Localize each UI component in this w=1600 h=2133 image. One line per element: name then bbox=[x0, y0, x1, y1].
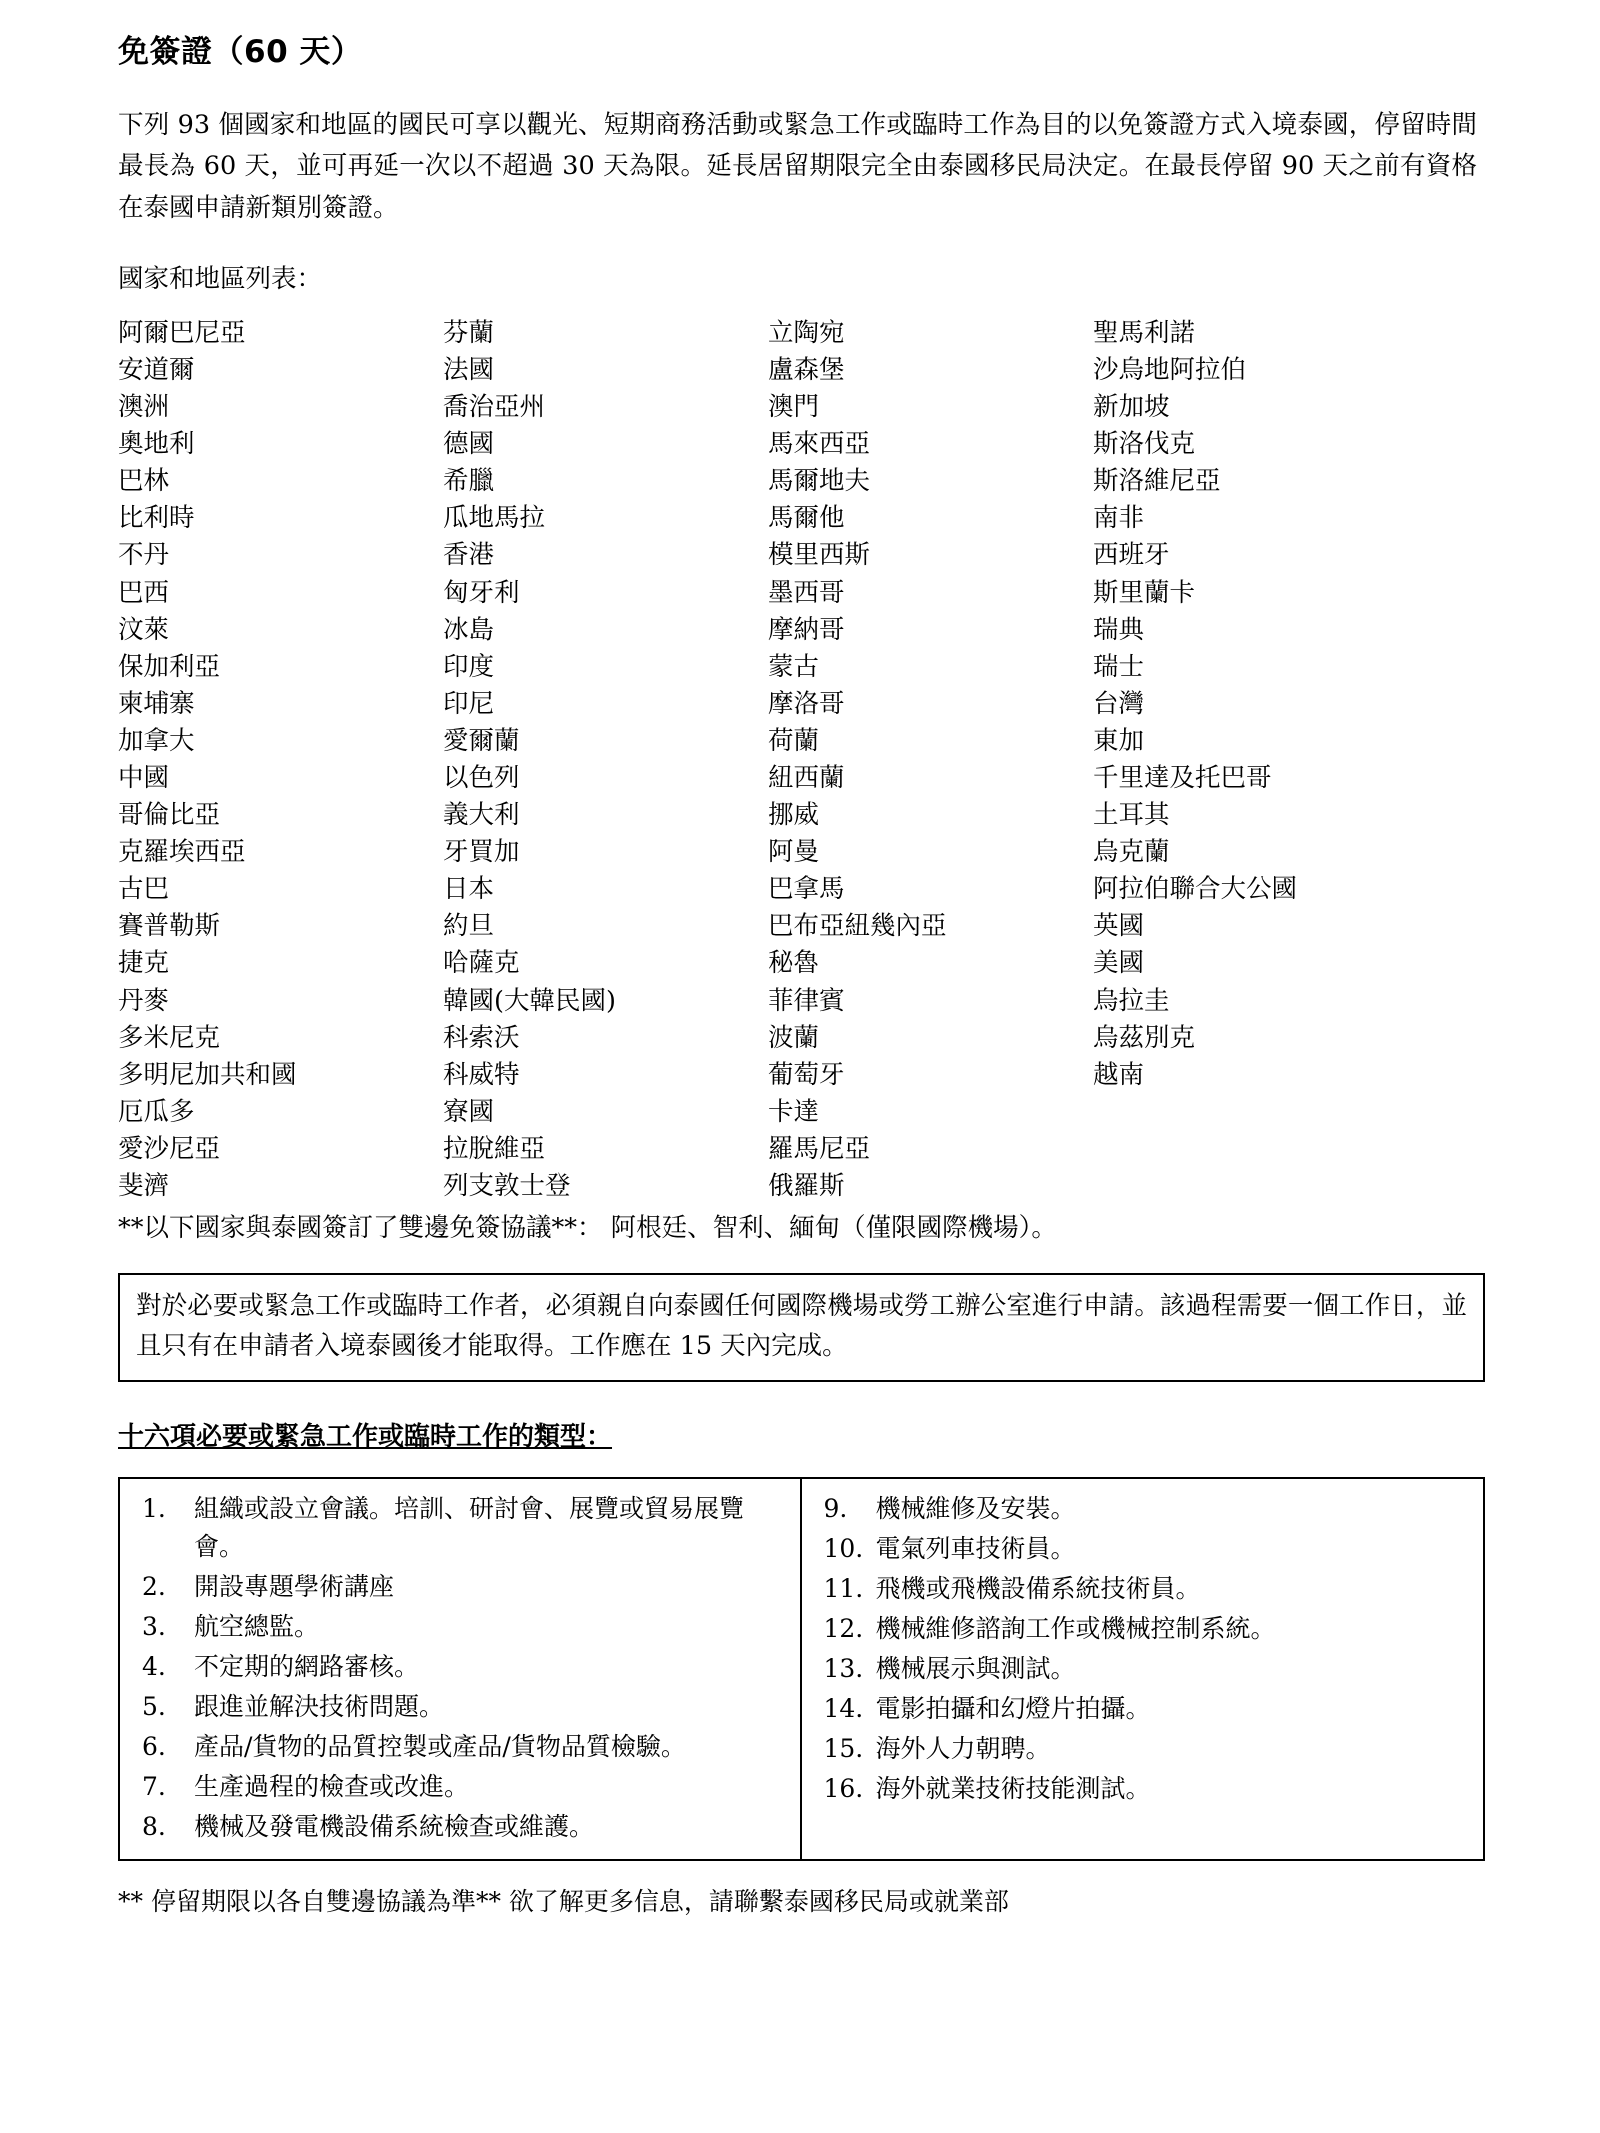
table-row bbox=[802, 1689, 1484, 1729]
list-item: 希臘 bbox=[443, 466, 495, 497]
list-item: 哈薩克 bbox=[443, 948, 520, 979]
country-list bbox=[118, 315, 1495, 1205]
list-item: 奧地利 bbox=[118, 429, 195, 460]
list-item: 安道爾 bbox=[118, 354, 195, 385]
list-item: 賽普勒斯 bbox=[118, 911, 221, 942]
list-item: 斐濟 bbox=[118, 1171, 170, 1202]
list-item: 阿拉伯聯合大公國 bbox=[1093, 874, 1298, 905]
list-item: 列支敦士登 bbox=[443, 1171, 571, 1202]
footnote: ** 停留期限以各自雙邊協議為準** 欲了解更多信息，請聯繫泰國移民局或就業部 bbox=[118, 1887, 1009, 1917]
list-item: 匈牙利 bbox=[443, 577, 520, 608]
page-title: 免簽證（60 天） bbox=[118, 34, 363, 70]
job-number: 3. bbox=[142, 1612, 166, 1642]
list-item: 挪威 bbox=[768, 800, 820, 831]
list-item: 汶萊 bbox=[118, 614, 170, 645]
job-text: 生產過程的檢查或改進。 bbox=[194, 1772, 470, 1802]
job-number: 2. bbox=[142, 1572, 166, 1602]
list-item: 芬蘭 bbox=[443, 317, 495, 348]
list-item: 義大利 bbox=[443, 800, 520, 831]
jobs-section-heading: 十六項必要或緊急工作或臨時工作的類型： bbox=[118, 1422, 613, 1453]
table-row bbox=[120, 1807, 800, 1847]
list-item: 馬爾他 bbox=[768, 503, 845, 534]
list-item: 加拿大 bbox=[118, 725, 195, 756]
table-row bbox=[120, 1567, 800, 1607]
list-item: 喬治亞州 bbox=[443, 392, 546, 423]
list-item: 千里達及托巴哥 bbox=[1093, 763, 1272, 794]
list-item: 巴拿馬 bbox=[768, 874, 845, 905]
list-item: 法國 bbox=[443, 354, 495, 385]
job-number: 8. bbox=[142, 1812, 166, 1842]
job-text: 電影拍攝和幻燈片拍攝。 bbox=[875, 1694, 1151, 1724]
list-item: 哥倫比亞 bbox=[118, 800, 221, 831]
job-number: 4. bbox=[142, 1652, 166, 1682]
job-text: 不定期的網路審核。 bbox=[194, 1652, 420, 1682]
intro-paragraph: 下列 93 個國家和地區的國民可享以觀光、短期商務活動或緊急工作或臨時工作為目的以免簽證方式入境泰國，停留時間最長為 60 天，並可再延一次以不超過 30 天為限。延長居留期限完全由泰國移民局決定。在最長停留 90 天之前有資格在泰國申請新類別簽證。 bbox=[118, 110, 1477, 223]
table-row bbox=[802, 1769, 1484, 1809]
list-item: 秘魯 bbox=[768, 948, 820, 979]
list-item: 南非 bbox=[1093, 503, 1145, 534]
list-item: 冰島 bbox=[443, 614, 495, 645]
list-item: 拉脫維亞 bbox=[443, 1133, 546, 1164]
job-text: 航空總監。 bbox=[194, 1612, 320, 1642]
list-item: 巴林 bbox=[118, 466, 170, 497]
list-item: 科索沃 bbox=[443, 1022, 520, 1053]
list-item: 烏克蘭 bbox=[1093, 837, 1170, 868]
list-item: 不丹 bbox=[118, 540, 170, 571]
list-item: 柬埔寨 bbox=[118, 688, 195, 719]
list-item: 東加 bbox=[1093, 725, 1145, 756]
list-item: 中國 bbox=[118, 763, 170, 794]
job-text: 組織或設立會議。培訓、研討會、展覽或貿易展覽會。 bbox=[194, 1494, 745, 1562]
job-number: 5. bbox=[142, 1692, 166, 1722]
urgent-work-notice-text: 對於必要或緊急工作或臨時工作者，必須親自向泰國任何國際機場或勞工辦公室進行申請。該過程需要一個工作日，並且只有在申請者入境泰國後才能取得。工作應在 15 天內完成。 bbox=[136, 1291, 1467, 1361]
list-item: 以色列 bbox=[443, 763, 520, 794]
list-item: 古巴 bbox=[118, 874, 170, 905]
list-item: 科威特 bbox=[443, 1059, 520, 1090]
list-item: 立陶宛 bbox=[768, 317, 845, 348]
job-text: 機械展示與測試。 bbox=[875, 1654, 1076, 1684]
table-row bbox=[120, 1489, 800, 1567]
list-item: 越南 bbox=[1093, 1059, 1145, 1090]
list-item: 摩納哥 bbox=[768, 614, 845, 645]
list-item: 西班牙 bbox=[1093, 540, 1170, 571]
list-item: 多米尼克 bbox=[118, 1022, 221, 1053]
job-number: 6. bbox=[142, 1732, 166, 1762]
list-item: 英國 bbox=[1093, 911, 1145, 942]
country-column-4 bbox=[1093, 315, 1495, 1205]
table-row bbox=[802, 1529, 1484, 1569]
list-item: 寮國 bbox=[443, 1096, 495, 1127]
list-item: 波蘭 bbox=[768, 1022, 820, 1053]
list-item: 巴西 bbox=[118, 577, 170, 608]
list-item: 克羅埃西亞 bbox=[118, 837, 246, 868]
list-item: 菲律賓 bbox=[768, 985, 845, 1016]
job-text: 海外就業技術技能測試。 bbox=[875, 1774, 1151, 1804]
jobs-column-left bbox=[120, 1479, 802, 1859]
list-item: 愛爾蘭 bbox=[443, 725, 520, 756]
table-row bbox=[802, 1609, 1484, 1649]
list-item: 德國 bbox=[443, 429, 495, 460]
list-item: 保加利亞 bbox=[118, 651, 221, 682]
list-item: 葡萄牙 bbox=[768, 1059, 845, 1090]
table-row bbox=[120, 1767, 800, 1807]
job-number: 7. bbox=[142, 1772, 166, 1802]
table-row bbox=[120, 1607, 800, 1647]
list-item: 馬爾地夫 bbox=[768, 466, 871, 497]
list-item: 捷克 bbox=[118, 948, 170, 979]
list-item: 新加坡 bbox=[1093, 392, 1170, 423]
country-column-1 bbox=[118, 315, 443, 1205]
job-text: 機械維修及安裝。 bbox=[875, 1494, 1076, 1524]
list-item: 阿爾巴尼亞 bbox=[118, 317, 246, 348]
urgent-work-notice-box bbox=[118, 1273, 1485, 1382]
list-item: 盧森堡 bbox=[768, 354, 845, 385]
list-item: 卡達 bbox=[768, 1096, 820, 1127]
list-item: 馬來西亞 bbox=[768, 429, 871, 460]
list-item: 牙買加 bbox=[443, 837, 520, 868]
country-column-2 bbox=[443, 315, 768, 1205]
job-number: 11. bbox=[823, 1574, 864, 1604]
job-number: 13. bbox=[823, 1654, 864, 1684]
list-item: 澳洲 bbox=[118, 392, 170, 423]
country-column-3 bbox=[768, 315, 1093, 1205]
job-text: 電氣列車技術員。 bbox=[875, 1534, 1076, 1564]
list-item: 羅馬尼亞 bbox=[768, 1133, 871, 1164]
list-item: 蒙古 bbox=[768, 651, 820, 682]
list-item: 斯洛維尼亞 bbox=[1093, 466, 1221, 497]
list-item: 比利時 bbox=[118, 503, 195, 534]
bilateral-agreement-note: **以下國家與泰國簽訂了雙邊免簽協議**： 阿根廷、智利、緬甸（僅限國際機場）。 bbox=[118, 1213, 1057, 1244]
list-item: 烏拉圭 bbox=[1093, 985, 1170, 1016]
list-item: 斯里蘭卡 bbox=[1093, 577, 1196, 608]
list-item: 俄羅斯 bbox=[768, 1171, 845, 1202]
list-item: 模里西斯 bbox=[768, 540, 871, 571]
list-item: 約旦 bbox=[443, 911, 495, 942]
list-item: 台灣 bbox=[1093, 688, 1145, 719]
list-item: 烏茲別克 bbox=[1093, 1022, 1196, 1053]
list-item: 印度 bbox=[443, 651, 495, 682]
table-row bbox=[802, 1569, 1484, 1609]
list-item: 愛沙尼亞 bbox=[118, 1133, 221, 1164]
table-row bbox=[802, 1729, 1484, 1769]
list-item: 厄瓜多 bbox=[118, 1096, 195, 1127]
job-number: 15. bbox=[823, 1734, 864, 1764]
list-item: 聖馬利諾 bbox=[1093, 317, 1196, 348]
table-row bbox=[120, 1687, 800, 1727]
list-item: 土耳其 bbox=[1093, 800, 1170, 831]
job-number: 10. bbox=[823, 1534, 864, 1564]
list-item: 香港 bbox=[443, 540, 495, 571]
job-text: 機械及發電機設備系統檢查或維護。 bbox=[194, 1812, 595, 1842]
job-number: 16. bbox=[823, 1774, 864, 1804]
list-item: 瓜地馬拉 bbox=[443, 503, 546, 534]
list-item: 多明尼加共和國 bbox=[118, 1059, 297, 1090]
job-text: 跟進並解決技術問題。 bbox=[194, 1692, 445, 1722]
list-item: 墨西哥 bbox=[768, 577, 845, 608]
list-item: 丹麥 bbox=[118, 985, 170, 1016]
list-item: 荷蘭 bbox=[768, 725, 820, 756]
list-item: 美國 bbox=[1093, 948, 1145, 979]
job-number: 1. bbox=[142, 1494, 166, 1524]
list-item: 日本 bbox=[443, 874, 495, 905]
job-number: 9. bbox=[823, 1494, 848, 1524]
job-text: 海外人力朝聘。 bbox=[875, 1734, 1051, 1764]
table-row bbox=[802, 1649, 1484, 1689]
jobs-column-right bbox=[802, 1479, 1484, 1859]
list-item: 印尼 bbox=[443, 688, 495, 719]
list-item: 沙烏地阿拉伯 bbox=[1093, 354, 1247, 385]
table-row bbox=[802, 1489, 1484, 1529]
jobs-table bbox=[118, 1477, 1485, 1861]
list-item: 摩洛哥 bbox=[768, 688, 845, 719]
list-item: 斯洛伐克 bbox=[1093, 429, 1196, 460]
country-list-label: 國家和地區列表： bbox=[118, 263, 323, 294]
list-item: 巴布亞紐幾內亞 bbox=[768, 911, 947, 942]
list-item: 瑞士 bbox=[1093, 651, 1145, 682]
list-item: 瑞典 bbox=[1093, 614, 1145, 645]
table-row bbox=[120, 1727, 800, 1767]
job-text: 飛機或飛機設備系統技術員。 bbox=[875, 1574, 1201, 1604]
job-text: 開設專題學術講座 bbox=[194, 1572, 395, 1602]
list-item: 紐西蘭 bbox=[768, 763, 845, 794]
list-item: 澳門 bbox=[768, 392, 820, 423]
job-number: 14. bbox=[823, 1694, 864, 1724]
job-text: 產品/貨物的品質控製或產品/貨物品質檢驗。 bbox=[194, 1732, 686, 1762]
list-item: 韓國(大韓民國) bbox=[443, 985, 616, 1016]
job-number: 12. bbox=[823, 1614, 864, 1644]
job-text: 機械維修諮詢工作或機械控制系統。 bbox=[875, 1614, 1276, 1644]
list-item: 阿曼 bbox=[768, 837, 820, 868]
table-row bbox=[120, 1647, 800, 1687]
